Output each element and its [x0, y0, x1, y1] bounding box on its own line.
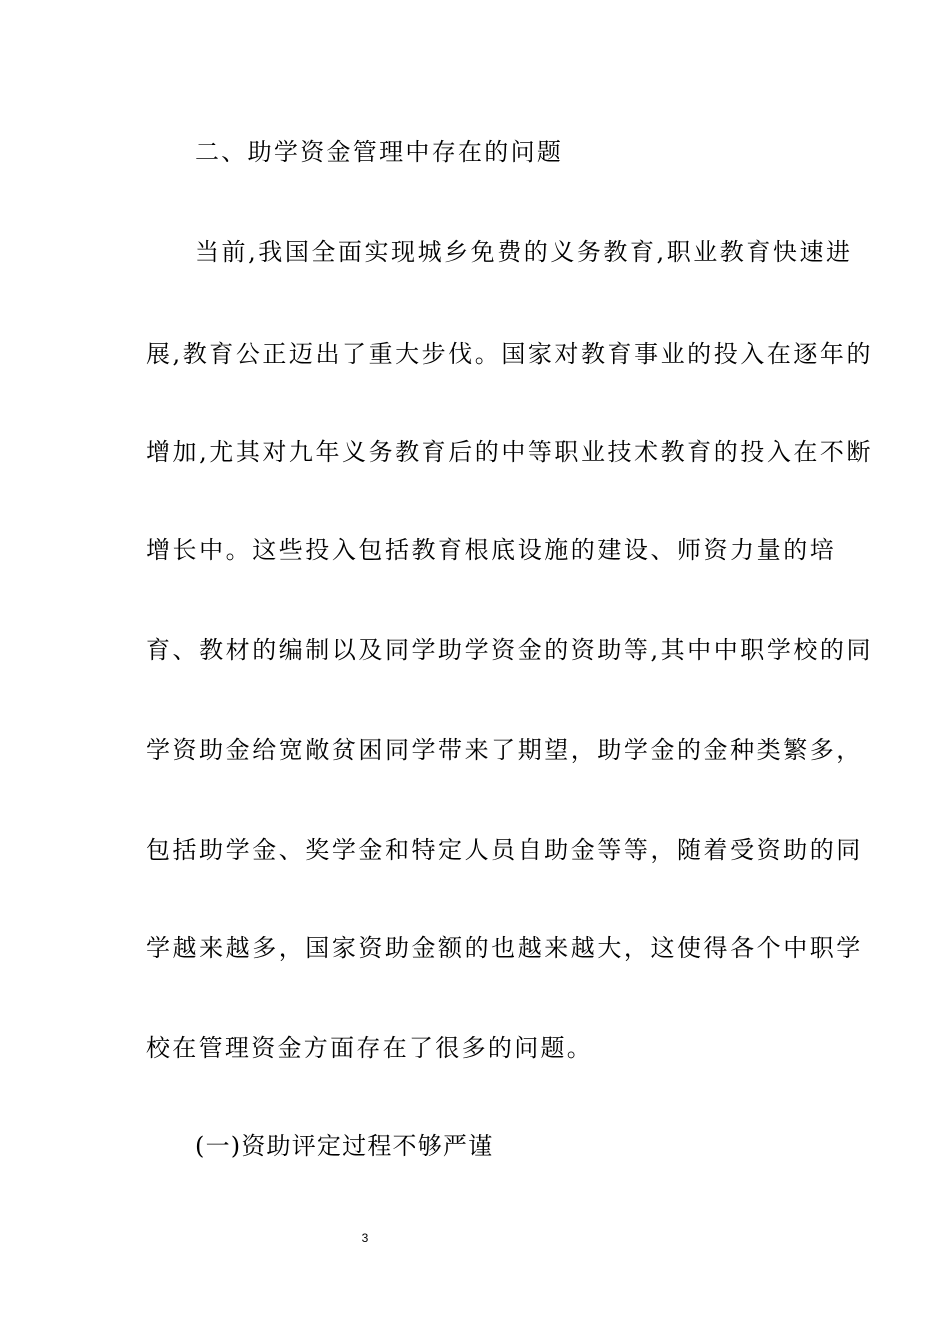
section-heading: 二、助学资金管理中存在的问题 — [195, 138, 564, 166]
paragraph-line: 当前,我国全面实现城乡免费的义务教育,职业教育快速进 — [195, 238, 853, 266]
paragraph-line: 增加,尤其对九年义务教育后的中等职业技术教育的投入在不断 — [146, 438, 874, 466]
paragraph-line: 学越来越多，国家资助金额的也越来越大，这使得各个中职学 — [146, 934, 863, 962]
paragraph-line: 学资助金给宽敞贫困同学带来了期望，助学金的金种类繁多， — [146, 736, 863, 764]
paragraph-line: 包括助学金、奖学金和特定人员自助金等等，随着受资助的同 — [146, 836, 863, 864]
page-number-text: 3 — [361, 1231, 369, 1245]
subsection-heading: (一)资助评定过程不够严谨 — [195, 1132, 494, 1160]
page-number — [0, 1230, 950, 1246]
paragraph-line: 展,教育公正迈出了重大步伐。国家对教育事业的投入在逐年的 — [146, 340, 874, 368]
paragraph-line: 校在管理资金方面存在了很多的问题。 — [146, 1034, 594, 1062]
paragraph-line: 增长中。这些投入包括教育根底设施的建设、师资力量的培 — [146, 536, 837, 564]
paragraph-line: 育、教材的编制以及同学助学资金的资助等,其中中职学校的同 — [146, 636, 874, 664]
